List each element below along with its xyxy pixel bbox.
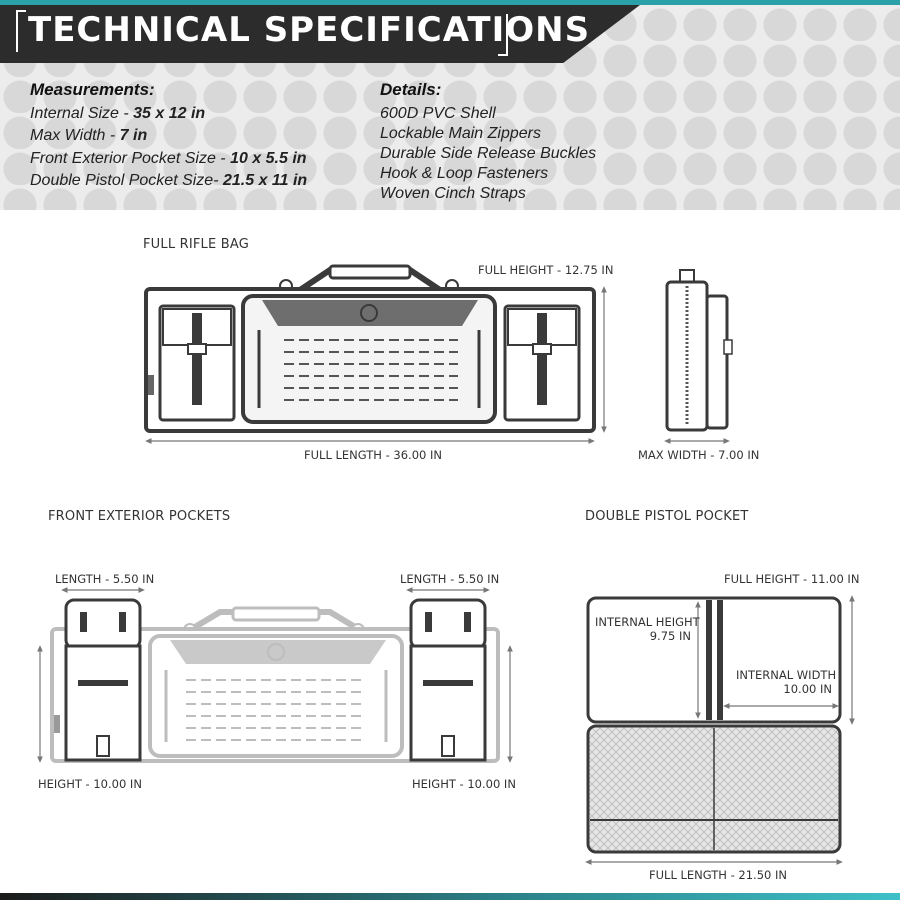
pistol-full-height-label: FULL HEIGHT - 11.00 IN [724, 572, 860, 586]
pocket-length-right-label: LENGTH - 5.50 IN [400, 572, 500, 586]
detail-item: Durable Side Release Buckles [380, 145, 597, 162]
rifle-bag-max-width-label: MAX WIDTH - 7.00 IN [638, 448, 760, 462]
pocket-height-left-label: HEIGHT - 10.00 IN [38, 777, 142, 791]
rifle-bag-full-height-label: FULL HEIGHT - 12.75 IN [478, 263, 614, 277]
pistol-full-length-label: FULL LENGTH - 21.50 IN [649, 868, 787, 882]
measurement-pistol-pocket: Double Pistol Pocket Size- 21.5 x 11 in [30, 172, 308, 189]
measurement-internal-size: Internal Size - 35 x 12 in [30, 105, 206, 122]
rifle-bag-caption: FULL RIFLE BAG [143, 237, 250, 252]
detail-item: Lockable Main Zippers [380, 125, 541, 142]
pistol-internal-width-label: INTERNAL WIDTH 10.00 IN [736, 668, 837, 696]
front-pockets-drawing [52, 600, 498, 761]
rifle-bag-side-drawing [667, 270, 732, 430]
detail-item: 600D PVC Shell [380, 105, 496, 122]
measurement-front-pocket: Front Exterior Pocket Size - 10 x 5.5 in [30, 150, 307, 167]
rifle-bag-full-length-label: FULL LENGTH - 36.00 IN [304, 448, 442, 462]
detail-item: Hook & Loop Fasteners [380, 165, 549, 182]
bottom-accent-bar [0, 893, 900, 900]
detail-item: Woven Cinch Straps [380, 185, 526, 202]
measurements-heading: Measurements: [30, 80, 155, 99]
pistol-pocket-caption: DOUBLE PISTOL POCKET [585, 509, 749, 524]
measurement-max-width: Max Width - 7 in [30, 127, 148, 144]
pocket-height-right-label: HEIGHT - 10.00 IN [412, 777, 516, 791]
details-heading: Details: [380, 80, 442, 99]
pocket-length-left-label: LENGTH - 5.50 IN [55, 572, 155, 586]
pistol-internal-height-label: INTERNAL HEIGHT 9.75 IN [595, 615, 700, 643]
front-pockets-caption: FRONT EXTERIOR POCKETS [48, 509, 231, 524]
page-title: TECHNICAL SPECIFICATIONS [28, 10, 591, 50]
rifle-bag-front-drawing [146, 266, 594, 431]
